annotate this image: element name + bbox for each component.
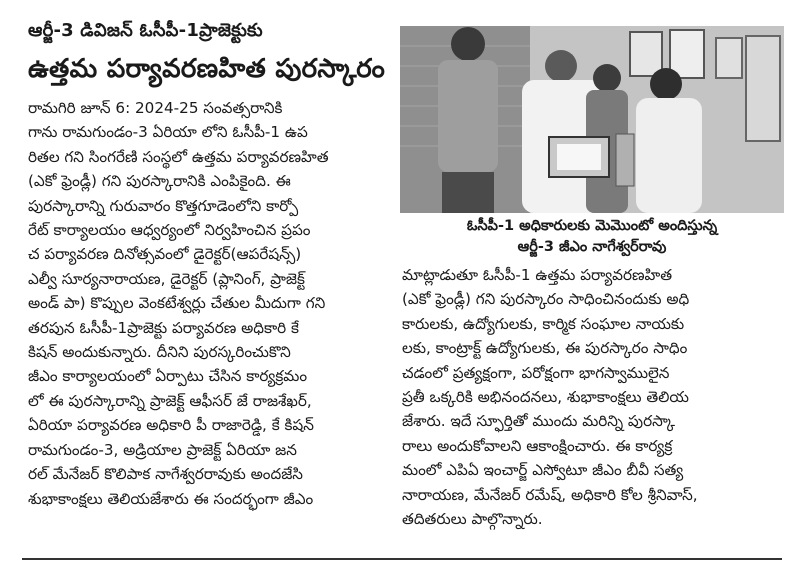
body-line: తరపున ఓసీపీ-1ప్రాజెక్టు పర్యావరణ అధికారి కే <box>28 318 299 337</box>
body-line: మంలో ఎపిఏ ఇంచార్జ్ ఎస్వోటూ జీఎం బీవీ సత్య <box>402 461 684 480</box>
photo-caption <box>400 216 784 258</box>
body-line: లకు, కాంట్రాక్ట్ ఉద్యోగులకు, ఈ పురస్కారం సాధిం <box>402 339 688 358</box>
award-ceremony-photo <box>400 26 784 213</box>
body-line: నారాయణ, మేనేజర్ రమేష్, అధికారి కోల శ్రీనివాస్, <box>402 485 698 504</box>
body-line: (ఎకో ఫ్రెండ్లీ) గని పురస్కారానికి ఎంపికైంది. ఈ <box>28 172 291 191</box>
article-body-right-column <box>402 263 784 531</box>
body-line: రల్ మేనేజర్ కొలిపాక నాగేశ్వరరావుకు అందజేసి <box>28 465 303 484</box>
body-line: రామగిరి జూన్ 6: 2024-25 సంవత్సరానికి <box>28 99 283 117</box>
body-line: పురస్కారాన్ని గురువారం కొత్తగూడెంలోని కార్పో <box>28 196 299 215</box>
body-line: కిషన్ అందుకున్నారు. దీనిని పురస్కరించుకొని <box>28 343 291 362</box>
photo-illustration <box>400 26 784 213</box>
body-line: (ఎకో ఫ్రెండ్లీ) గని పురస్కారం సాధించినందుకు అధి <box>402 290 690 309</box>
bottom-rule <box>22 558 782 560</box>
article-body-left-column <box>28 96 393 511</box>
body-line: చడంలో ప్రత్యక్షంగా, పరోక్షంగా భాగస్వాములైన <box>402 363 670 382</box>
body-line: జీఎం కార్యాలయంలో ఏర్పాటు చేసిన కార్యక్రమం <box>28 367 308 386</box>
body-line: లో ఈ పురస్కారాన్ని ప్రాజెక్ట్ ఆఫీసర్ జే రాజశేఖర్, <box>28 391 312 410</box>
body-line: రామగుండం-3, అడ్రియాల ప్రాజెక్ట్ ఏరియా జన <box>28 440 297 459</box>
subheadline: ఆర్జీ-3 డివిజన్ ఓసీపీ-1ప్రాజెక్టుకు <box>28 20 263 41</box>
body-line: తదితరులు పాల్గొన్నారు. <box>402 510 543 529</box>
body-line: జేశారు. ఇదే స్ఫూర్తితో ముందు మరిన్ని పురస్కా <box>402 412 675 431</box>
previous-article-edge <box>22 0 782 6</box>
body-line: గాను రామగుండం-3 ఏరియా లోని ఓసీపీ-1 ఉప <box>28 123 308 142</box>
photo-caption-line-1: ఓసీపీ-1 అధికారులకు మెమొంటో అందిస్తున్న <box>466 218 718 234</box>
headline: ఉత్తమ పర్యావరణహిత పురస్కారం <box>28 54 386 84</box>
body-line: ఏరియా పర్యావరణ అధికారి పీ రాజారెడ్డి, కే కిషన్ <box>28 416 314 435</box>
body-line: రేట్ కార్యాలయం ఆధ్వర్యంలో నిర్వహించిన ప్రపం <box>28 221 311 240</box>
photo-caption-line-2: ఆర్జీ-3 జీఎం నాగేశ్వర్‌రావు <box>517 239 667 255</box>
body-line: ప్రతీ ఒక్కరికి అభినందనలు, శుభాకాంక్షలు తెలియ <box>402 388 689 407</box>
body-line: కారులకు, ఉద్యోగులకు, కార్మిక సంఘాల నాయకు <box>402 314 685 333</box>
body-line: మాట్లాడుతూ ఓసీపీ-1 ఉత్తమ పర్యావరణహిత <box>402 266 673 284</box>
body-line: రాలు అందుకోవాలని ఆకాంక్షించారు. ఈ కార్యక్ర <box>402 436 673 455</box>
body-line: చ పర్యావరణ దినోత్సవంలో డైరెక్టర్(ఆపరేషన్స్) <box>28 245 302 264</box>
body-line: అండ్ పా) కొప్పుల వెంకటేశ్వర్లు చేతుల మీదుగా గని <box>28 294 326 313</box>
body-line: రితల గని సింగరేణి సంస్థలో ఉత్తమ పర్యావరణహిత <box>28 147 329 166</box>
body-line: ఎల్వీ సూర్యనారాయణ, డైరెక్టర్ (ప్లానింగ్, ప్రాజెక్ట్ <box>28 269 305 288</box>
body-line: శుభాకాంక్షలు తెలియజేశారు ఈ సందర్భంగా జీఎం <box>28 489 314 508</box>
